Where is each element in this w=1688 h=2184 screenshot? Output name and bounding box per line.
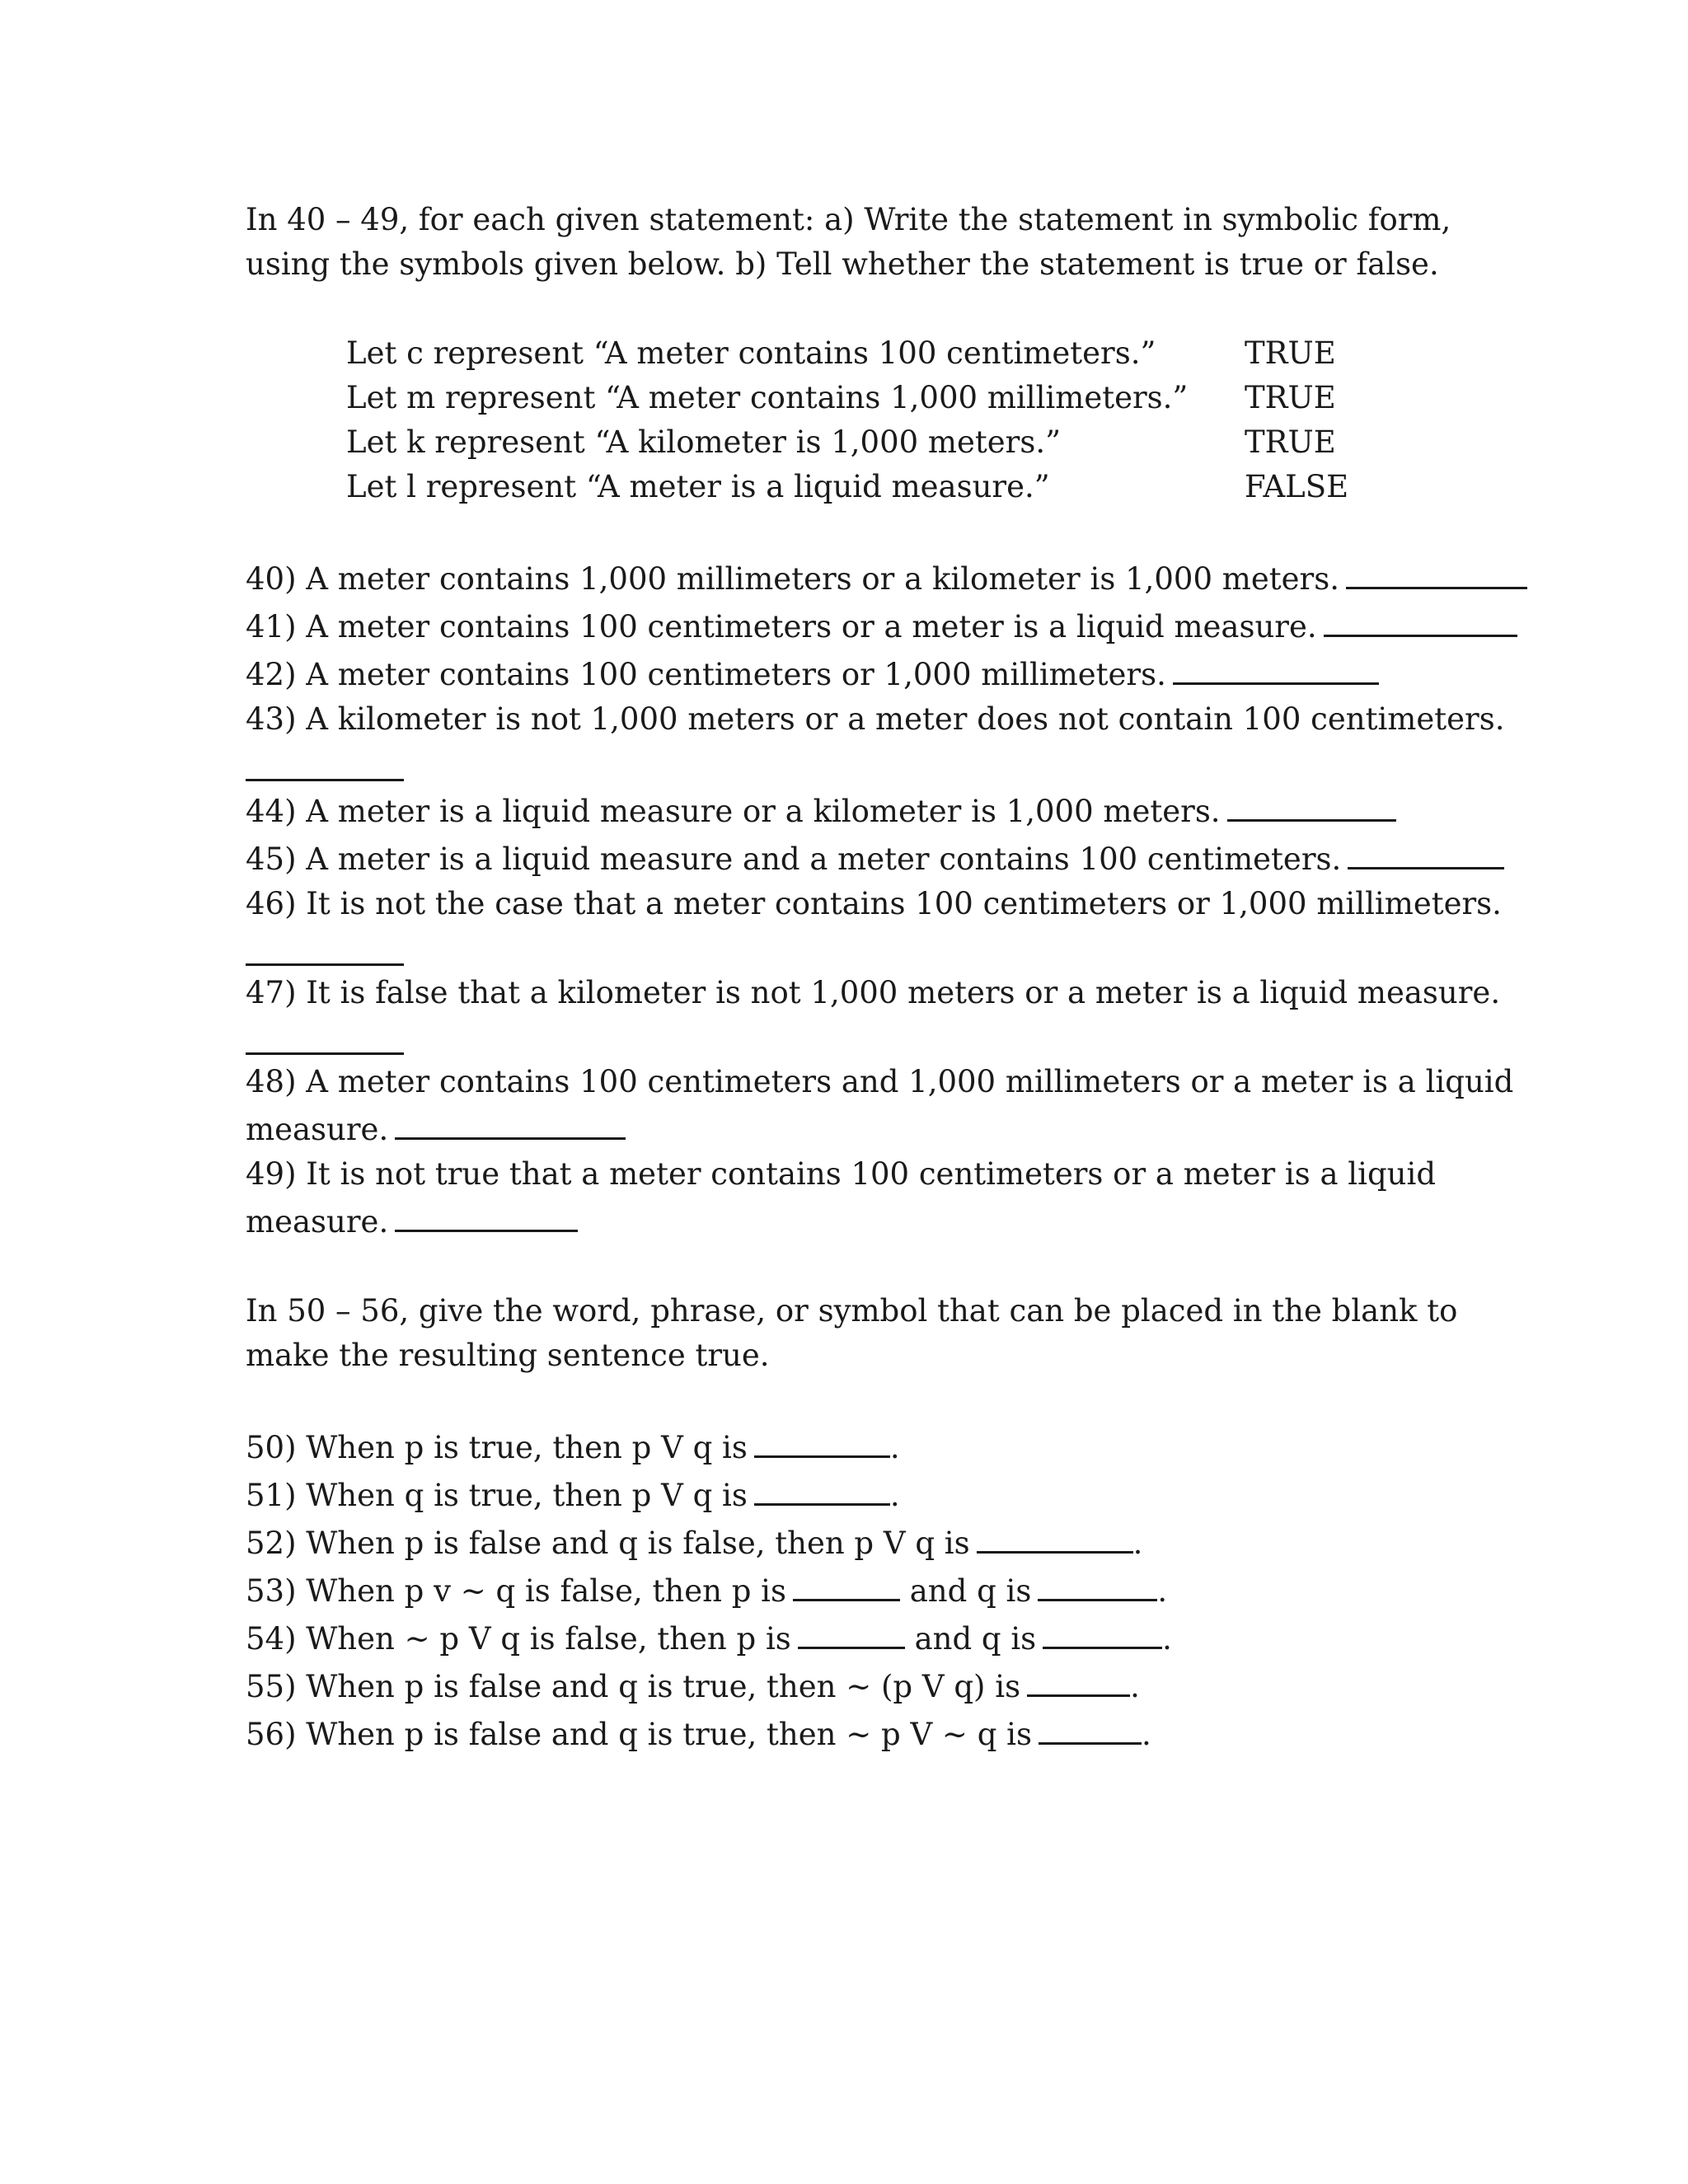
answer-blank[interactable] bbox=[1027, 1661, 1130, 1697]
question-text: 43) A kilometer is not 1,000 meters or a meter does not contain 100 centimeters. bbox=[246, 701, 1505, 737]
question-text-middle: and q is bbox=[909, 1573, 1032, 1609]
question-text: measure. bbox=[246, 1204, 389, 1240]
answer-blank[interactable] bbox=[1039, 1709, 1142, 1745]
question-40 bbox=[246, 554, 1482, 602]
question-text: 53) When p v ~ q is false, then p is bbox=[246, 1573, 786, 1609]
definition-text: Let m represent “A meter contains 1,000 millimeters.” bbox=[346, 380, 1189, 415]
question-48-cont bbox=[246, 1104, 1482, 1152]
question-text: 51) When q is true, then p V q is bbox=[246, 1478, 748, 1513]
question-text: 48) A meter contains 100 centimeters and 1,000 millimeters or a meter is a liquid bbox=[246, 1064, 1514, 1099]
question-56 bbox=[246, 1709, 1482, 1757]
question-49-cont bbox=[246, 1197, 1482, 1244]
question-54 bbox=[246, 1614, 1482, 1661]
answer-blank[interactable] bbox=[395, 1197, 578, 1232]
question-period: . bbox=[1132, 1526, 1143, 1561]
question-47-blank-line bbox=[246, 1015, 1482, 1060]
question-text: 54) When ~ p V q is false, then p is bbox=[246, 1621, 791, 1657]
definition-text: Let l represent “A meter is a liquid measure.” bbox=[346, 469, 1050, 504]
question-45 bbox=[246, 834, 1482, 882]
question-text: 52) When p is false and q is false, then p V q is bbox=[246, 1526, 970, 1561]
question-text: 50) When p is true, then p V q is bbox=[246, 1430, 748, 1465]
section2-instructions: In 50 – 56, give the word, phrase, or symbol that can be placed in the blank to make the resulting sentence true. bbox=[246, 1293, 1458, 1373]
question-44 bbox=[246, 786, 1482, 834]
question-period: . bbox=[889, 1430, 900, 1465]
question-49 bbox=[246, 1152, 1482, 1197]
question-53 bbox=[246, 1566, 1482, 1614]
question-50 bbox=[246, 1422, 1482, 1470]
question-text: 45) A meter is a liquid measure and a meter contains 100 centimeters. bbox=[246, 841, 1342, 877]
section1-instructions: In 40 – 49, for each given statement: a) Write the statement in symbolic form, using the symbols given below. b) Tell whether the statement is true or false. bbox=[246, 202, 1451, 282]
question-text: 41) A meter contains 100 centimeters or a meter is a liquid measure. bbox=[246, 609, 1317, 644]
answer-blank[interactable] bbox=[395, 1104, 626, 1140]
question-period: . bbox=[1130, 1669, 1140, 1704]
question-text: 56) When p is false and q is true, then ~ p V ~ q is bbox=[246, 1717, 1032, 1752]
question-text: 55) When p is false and q is true, then ~ (p V q) is bbox=[246, 1669, 1021, 1704]
definition-text: Let c represent “A meter contains 100 centimeters.” bbox=[346, 335, 1156, 371]
answer-blank[interactable] bbox=[246, 930, 404, 966]
answer-blank-p[interactable] bbox=[793, 1566, 900, 1601]
definition-truth-value: TRUE bbox=[1245, 380, 1336, 415]
definition-l bbox=[346, 465, 1482, 509]
answer-blank[interactable] bbox=[1346, 554, 1527, 589]
question-text: 46) It is not the case that a meter contains 100 centimeters or 1,000 millimeters. bbox=[246, 886, 1502, 921]
answer-blank[interactable] bbox=[1348, 834, 1504, 869]
answer-blank[interactable] bbox=[754, 1422, 890, 1458]
question-text: measure. bbox=[246, 1112, 389, 1147]
question-42 bbox=[246, 649, 1482, 697]
question-text: 42) A meter contains 100 centimeters or 1,000 millimeters. bbox=[246, 657, 1166, 692]
spacer bbox=[246, 509, 1482, 554]
answer-blank[interactable] bbox=[977, 1518, 1133, 1554]
question-text: 49) It is not true that a meter contains 100 centimeters or a meter is a liquid bbox=[246, 1156, 1437, 1192]
question-51 bbox=[246, 1470, 1482, 1518]
question-41 bbox=[246, 602, 1482, 649]
question-52 bbox=[246, 1518, 1482, 1566]
question-period: . bbox=[1141, 1717, 1151, 1752]
question-text: 40) A meter contains 1,000 millimeters or a kilometer is 1,000 meters. bbox=[246, 561, 1339, 597]
definition-truth-value: TRUE bbox=[1245, 335, 1336, 371]
question-48 bbox=[246, 1060, 1514, 1104]
definition-m bbox=[346, 376, 1482, 420]
answer-blank-q[interactable] bbox=[1038, 1566, 1157, 1601]
definition-c bbox=[346, 331, 1482, 376]
question-55 bbox=[246, 1661, 1482, 1709]
answer-blank[interactable] bbox=[754, 1470, 890, 1506]
answer-blank[interactable] bbox=[1173, 649, 1379, 685]
spacer bbox=[246, 1244, 1482, 1289]
worksheet bbox=[246, 198, 1514, 1757]
answer-blank[interactable] bbox=[1227, 786, 1396, 822]
symbol-definitions bbox=[346, 331, 1482, 509]
question-period: . bbox=[889, 1478, 900, 1513]
answer-blank-p[interactable] bbox=[798, 1614, 905, 1649]
answer-blank[interactable] bbox=[246, 746, 404, 781]
question-period: . bbox=[1157, 1573, 1168, 1609]
spacer bbox=[246, 1378, 1482, 1422]
question-46 bbox=[246, 882, 1502, 926]
definition-k bbox=[346, 420, 1482, 465]
question-47 bbox=[246, 971, 1501, 1015]
answer-blank[interactable] bbox=[246, 1019, 404, 1055]
question-43 bbox=[246, 697, 1505, 742]
spacer bbox=[246, 287, 1482, 331]
question-period: . bbox=[1162, 1621, 1172, 1657]
answer-blank[interactable] bbox=[1324, 602, 1517, 637]
question-43-blank-line bbox=[246, 742, 1482, 786]
definition-truth-value: FALSE bbox=[1245, 469, 1349, 504]
definition-truth-value: TRUE bbox=[1245, 424, 1336, 460]
question-46-blank-line bbox=[246, 926, 1482, 971]
question-text: 44) A meter is a liquid measure or a kilometer is 1,000 meters. bbox=[246, 794, 1221, 829]
question-text-middle: and q is bbox=[914, 1621, 1037, 1657]
question-text: 47) It is false that a kilometer is not 1,000 meters or a meter is a liquid measure. bbox=[246, 975, 1501, 1010]
definition-text: Let k represent “A kilometer is 1,000 meters.” bbox=[346, 424, 1062, 460]
answer-blank-q[interactable] bbox=[1043, 1614, 1162, 1649]
